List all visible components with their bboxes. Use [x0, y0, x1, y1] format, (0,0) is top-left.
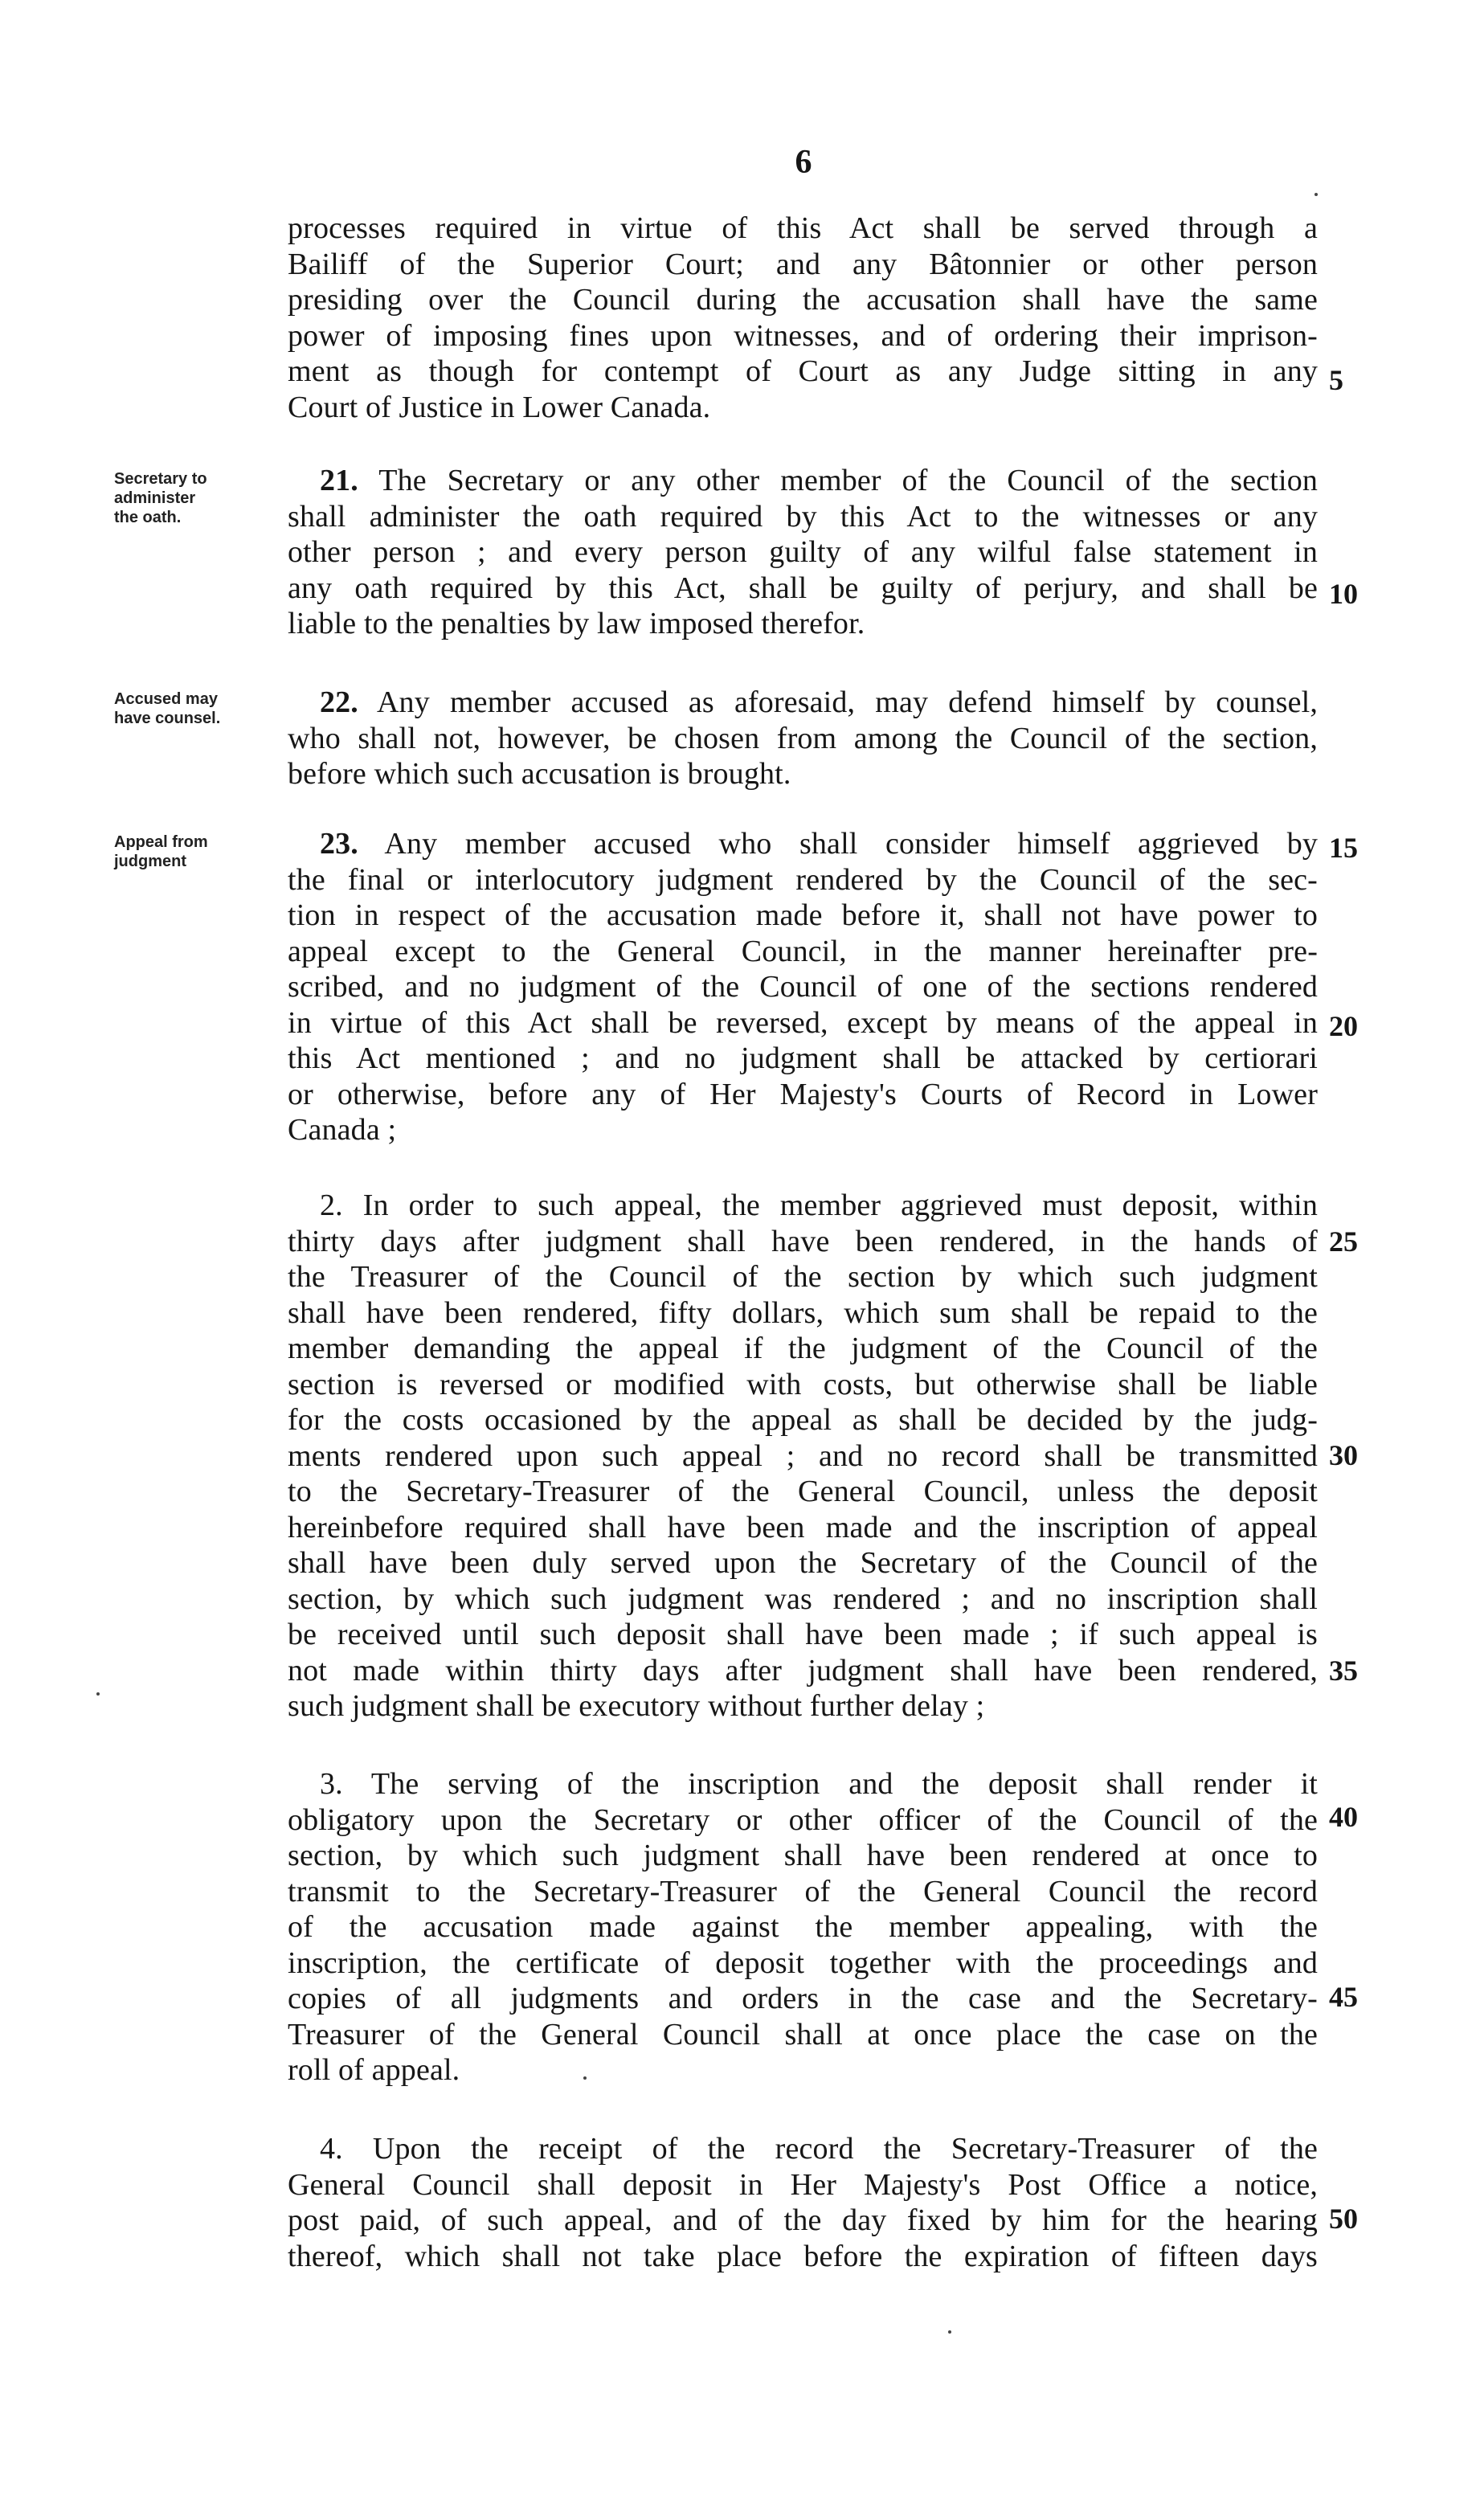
sidenote-line: Secretary to [114, 470, 207, 488]
text-line: the Treasurer of the Council of the section by which such judgment [288, 1260, 1318, 1294]
text-line: this Act mentioned ; and no judgment shall be attacked by certiorari [288, 1041, 1318, 1075]
text-line: who shall not, however, be chosen from among the Council of the section, [288, 721, 1318, 755]
line-number: 40 [1329, 1801, 1358, 1833]
paragraph-continuation [288, 211, 1318, 425]
text-line-content: Any member accused as aforesaid, may defend himself by counsel, [376, 685, 1318, 719]
text-line: Bailiff of the Superior Court; and any Bâtonnier or other person [288, 247, 1318, 281]
text-line: processes required in virtue of this Act shall be served through a [288, 211, 1318, 245]
sidenote-accused-counsel [114, 689, 283, 728]
text-line: ments rendered upon such appeal ; and no record shall be transmitted [288, 1438, 1318, 1473]
text-line-content: Any member accused who shall consider himself aggrieved by [384, 827, 1318, 861]
text-line: presiding over the Council during the accusation shall have the same [288, 283, 1318, 317]
sidenote-line: the oath. [114, 509, 182, 526]
scan-speck [96, 1692, 100, 1696]
subsection-2 [288, 1188, 1318, 1724]
text-line-content: The Secretary or any other member of the Council of the section [378, 464, 1318, 497]
sidenote-line: have counsel. [114, 710, 221, 727]
sidenote-line: Accused may [114, 690, 218, 708]
section-number: 22. [320, 685, 358, 719]
text-line: or otherwise, before any of Her Majesty's Courts of Record in Lower [288, 1077, 1318, 1111]
text-line: other person ; and every person guilty of any wilful false statement in [288, 535, 1318, 569]
text-line: copies of all judgments and orders in the case and the Secretary- [288, 1982, 1318, 2015]
line-number: 30 [1329, 1439, 1358, 1471]
text-line: before which such accusation is brought. [288, 757, 791, 791]
text-line: hereinbefore required shall have been made and the inscription of appeal [288, 1510, 1318, 1544]
text-line: any oath required by this Act, shall be guilty of perjury, and shall be [288, 571, 1318, 605]
text-line: roll of appeal. [288, 2053, 460, 2087]
text-line: Court of Justice in Lower Canada. [288, 390, 711, 424]
text-line: such judgment shall be executory without further delay ; [288, 1689, 985, 1723]
section-number: 21. [320, 464, 358, 497]
text-line: the final or interlocutory judgment rendered by the Council of the sec- [288, 862, 1318, 897]
scan-speck [948, 2330, 951, 2334]
text-line: of the accusation made against the member appealing, with the [288, 1910, 1318, 1944]
line-number: 25 [1329, 1225, 1358, 1258]
line-number: 50 [1329, 2203, 1358, 2235]
text-line: tion in respect of the accusation made before it, shall not have power to [288, 898, 1318, 932]
text-line: 4. Upon the receipt of the record the Secretary-Treasurer of the [320, 2132, 1318, 2166]
sidenote-line: judgment [114, 853, 186, 870]
text-line: section is reversed or modified with costs, but otherwise shall be liable [288, 1367, 1318, 1401]
text-line: for the costs occasioned by the appeal as shall be decided by the judg- [288, 1403, 1318, 1437]
sidenote-line: Appeal from [114, 833, 208, 851]
text-line: liable to the penalties by law imposed therefor. [288, 607, 865, 640]
section-21 [288, 463, 1318, 642]
text-line: be received until such deposit shall have been made ; if such appeal is [288, 1618, 1318, 1651]
text-line: section, by which such judgment shall have been rendered at once to [288, 1839, 1318, 1872]
text-line: to the Secretary-Treasurer of the General Council, unless the deposit [288, 1475, 1318, 1508]
text-line: member demanding the appeal if the judgment of the Council of the [288, 1332, 1318, 1365]
text-line [288, 685, 1318, 721]
text-line: thereof, which shall not take place before the expiration of fifteen days [288, 2239, 1318, 2273]
section-22 [288, 685, 1318, 792]
text-line: shall have been rendered, fifty dollars, which sum shall be repaid to the [288, 1295, 1318, 1330]
page-number: 6 [795, 144, 812, 181]
section-number: 23. [320, 827, 358, 861]
text-line: ment as though for contempt of Court as any Judge sitting in any [288, 354, 1318, 388]
text-line: Canada ; [288, 1113, 397, 1147]
line-number: 10 [1329, 578, 1358, 610]
text-line [288, 463, 1318, 499]
sidenote-appeal-judgment [114, 832, 283, 871]
line-number: 15 [1329, 832, 1358, 864]
subsection-4 [288, 2131, 1318, 2274]
sidenote-secretary-oath [114, 469, 283, 527]
scan-speck [583, 2076, 587, 2080]
text-line: power of imposing fines upon witnesses, and of ordering their imprison- [288, 318, 1318, 353]
subsection-3 [288, 1766, 1318, 2088]
line-number: 45 [1329, 1981, 1358, 2013]
line-number: 20 [1329, 1010, 1358, 1042]
text-line: obligatory upon the Secretary or other officer of the Council of the [288, 1802, 1318, 1837]
section-23 [288, 826, 1318, 1148]
text-line: post paid, of such appeal, and of the day fixed by him for the hearing [288, 2203, 1318, 2237]
text-line: section, by which such judgment was rendered ; and no inscription shall [288, 1581, 1318, 1616]
text-line: not made within thirty days after judgment shall have been rendered, [288, 1653, 1318, 1688]
text-line: appeal except to the General Council, in the manner hereinafter pre- [288, 934, 1318, 968]
text-line: shall administer the oath required by this Act to the witnesses or any [288, 499, 1318, 534]
line-number: 5 [1329, 364, 1343, 396]
text-line: shall have been duly served upon the Secretary of the Council of the [288, 1546, 1318, 1580]
text-line: Treasurer of the General Council shall at once place the case on the [288, 2017, 1318, 2052]
text-line: inscription, the certificate of deposit together with the proceedings and [288, 1945, 1318, 1980]
text-line: General Council shall deposit in Her Majesty's Post Office a notice, [288, 2167, 1318, 2202]
line-number: 35 [1329, 1655, 1358, 1687]
text-line [288, 826, 1318, 862]
text-line: thirty days after judgment shall have been rendered, in the hands of [288, 1224, 1318, 1258]
text-line: 2. In order to such appeal, the member aggrieved must deposit, within [320, 1188, 1318, 1222]
text-line: in virtue of this Act shall be reversed, except by means of the appeal in [288, 1005, 1318, 1040]
text-line: 3. The serving of the inscription and the deposit shall render it [320, 1767, 1318, 1801]
text-line: scribed, and no judgment of the Council of one of the sections rendered [288, 970, 1318, 1004]
sidenote-line: administer [114, 489, 196, 507]
text-line: transmit to the Secretary-Treasurer of the General Council the record [288, 1874, 1318, 1908]
scan-speck [1314, 193, 1318, 196]
